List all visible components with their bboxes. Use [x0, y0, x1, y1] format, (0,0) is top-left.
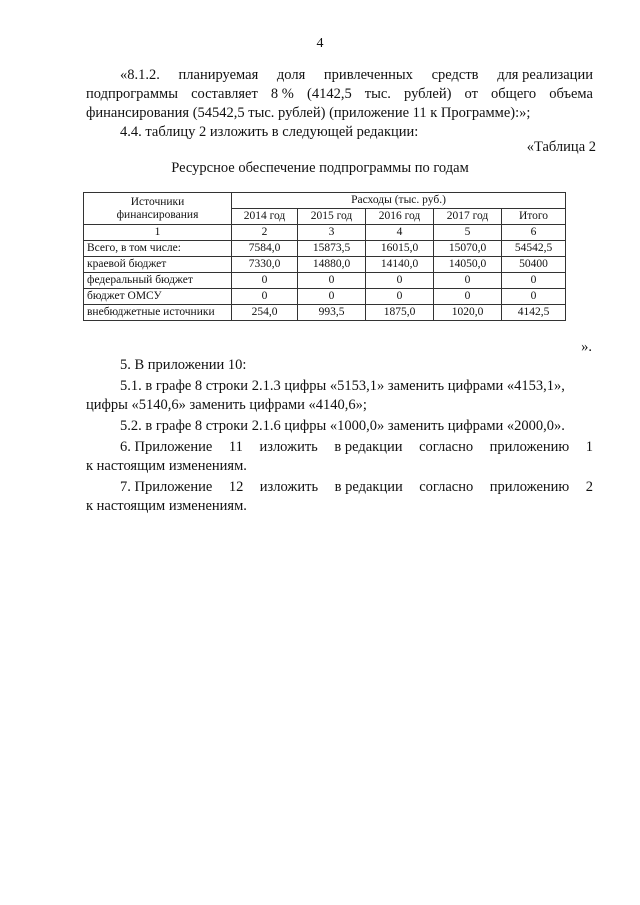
paragraph-7-line1 [120, 478, 593, 497]
paragraph-8-1-2-word: для реализации [497, 67, 593, 83]
paragraph-8-1-2-line3: финансирования (54542,5 тыс. рублей) (приложение 11 к Программе):»; [86, 105, 531, 121]
paragraph-8-1-2-word: (4142,5 [306, 86, 352, 102]
cell-value: 15873,5 [298, 241, 366, 257]
row-label: Всего, в том числе: [84, 241, 232, 257]
paragraph-6-word: в редакции [334, 439, 403, 455]
table-header-row [84, 193, 566, 209]
paragraph-6-line1 [120, 438, 593, 457]
cell-value: 993,5 [298, 305, 366, 321]
cell-value: 0 [232, 273, 298, 289]
paragraph-8-1-2-word: от [464, 86, 478, 102]
paragraph-6-word: 11 [228, 439, 243, 455]
paragraph-7-word: приложению [489, 479, 570, 495]
paragraph-6-word: 1 [585, 439, 593, 455]
paragraph-8-1-2-line1 [120, 66, 593, 85]
paragraph-7-word: согласно [419, 479, 474, 495]
paragraph-8-1-2-word: «8.1.2. [120, 67, 160, 83]
paragraph-7-line2: к настоящим изменениям. [86, 498, 247, 514]
cell-value: 0 [502, 273, 566, 289]
paragraph-8-1-2-word: 8 % [270, 86, 294, 102]
cell-value: 14140,0 [366, 257, 434, 273]
paragraph-6-line2: к настоящим изменениям. [86, 458, 247, 474]
row-label: федеральный бюджет [84, 273, 232, 289]
table-title: Ресурсное обеспечение подпрограммы по годам [171, 160, 469, 176]
paragraph-7-word: 7. Приложение [120, 479, 213, 495]
table-numbering-row [84, 225, 566, 241]
resource-table [83, 192, 566, 321]
cell-value: 7330,0 [232, 257, 298, 273]
cell-value: 254,0 [232, 305, 298, 321]
table-row [84, 305, 566, 321]
column-number: 4 [366, 225, 434, 241]
column-header: 2017 год [434, 209, 502, 225]
paragraph-6-word: изложить [259, 439, 318, 455]
table-closing-quote: ». [581, 339, 592, 355]
paragraph-8-1-2-word: тыс. [364, 86, 391, 102]
cell-value: 16015,0 [366, 241, 434, 257]
table-row [84, 257, 566, 273]
paragraph-5-1-line2: цифры «5140,6» заменить цифрами «4140,6»; [86, 397, 367, 413]
paragraph-5-2: 5.2. в графе 8 строки 2.1.6 цифры «1000,0» заменить цифрами «2000,0». [120, 418, 565, 434]
cell-value: 14880,0 [298, 257, 366, 273]
paragraph-8-1-2-word: объема [549, 86, 593, 102]
column-number: 1 [84, 225, 232, 241]
table-row [84, 241, 566, 257]
row-label: бюджет ОМСУ [84, 289, 232, 305]
cell-value: 1020,0 [434, 305, 502, 321]
column-number: 6 [502, 225, 566, 241]
cell-value: 0 [502, 289, 566, 305]
column-header: 2016 год [366, 209, 434, 225]
paragraph-8-1-2-line2 [86, 85, 593, 104]
row-label: краевой бюджет [84, 257, 232, 273]
table-label: «Таблица 2 [526, 139, 596, 155]
paragraph-6-word: 6. Приложение [120, 439, 213, 455]
paragraph-6-word: приложению [489, 439, 570, 455]
paragraph-5-1-line1: 5.1. в графе 8 строки 2.1.3 цифры «5153,1» заменить цифрами «4153,1», [120, 378, 565, 394]
cell-value: 0 [232, 289, 298, 305]
row-label: внебюджетные источники [84, 305, 232, 321]
column-header: Итого [502, 209, 566, 225]
cell-value: 0 [366, 289, 434, 305]
cell-value: 0 [434, 273, 502, 289]
paragraph-8-1-2-word: доля [276, 67, 306, 83]
cell-value: 14050,0 [434, 257, 502, 273]
column-header: 2015 год [298, 209, 366, 225]
paragraph-8-1-2-word: подпрограммы [86, 86, 178, 102]
paragraph-7-word: в редакции [334, 479, 403, 495]
cell-value: 4142,5 [502, 305, 566, 321]
column-header: 2014 год [232, 209, 298, 225]
page-number: 4 [316, 36, 324, 51]
column-number: 5 [434, 225, 502, 241]
column-number: 3 [298, 225, 366, 241]
paragraph-7-word: 2 [585, 479, 593, 495]
paragraph-6-word: согласно [419, 439, 474, 455]
table-row [84, 289, 566, 305]
cell-value: 7584,0 [232, 241, 298, 257]
cell-value: 0 [298, 289, 366, 305]
paragraph-8-1-2-word: средств [431, 67, 479, 83]
paragraph-7-word: изложить [259, 479, 319, 495]
paragraph-4-4: 4.4. таблицу 2 изложить в следующей редакции: [120, 124, 419, 140]
cell-value: 1875,0 [366, 305, 434, 321]
column-number: 2 [232, 225, 298, 241]
cell-value: 50400 [502, 257, 566, 273]
header-expenses: Расходы (тыс. руб.) [232, 193, 566, 209]
cell-value: 0 [298, 273, 366, 289]
paragraph-8-1-2-word: рублей) [404, 86, 452, 102]
cell-value: 15070,0 [434, 241, 502, 257]
paragraph-7-word: 12 [228, 479, 244, 495]
header-source: Источники финансирования [84, 193, 232, 225]
paragraph-8-1-2-word: планируемая [178, 67, 259, 83]
table-row [84, 273, 566, 289]
paragraph-8-1-2-word: составляет [191, 86, 258, 102]
cell-value: 0 [434, 289, 502, 305]
paragraph-8-1-2-word: привлеченных [323, 67, 413, 83]
paragraph-5: 5. В приложении 10: [120, 357, 247, 373]
cell-value: 54542,5 [502, 241, 566, 257]
cell-value: 0 [366, 273, 434, 289]
paragraph-8-1-2-word: общего [491, 86, 537, 102]
